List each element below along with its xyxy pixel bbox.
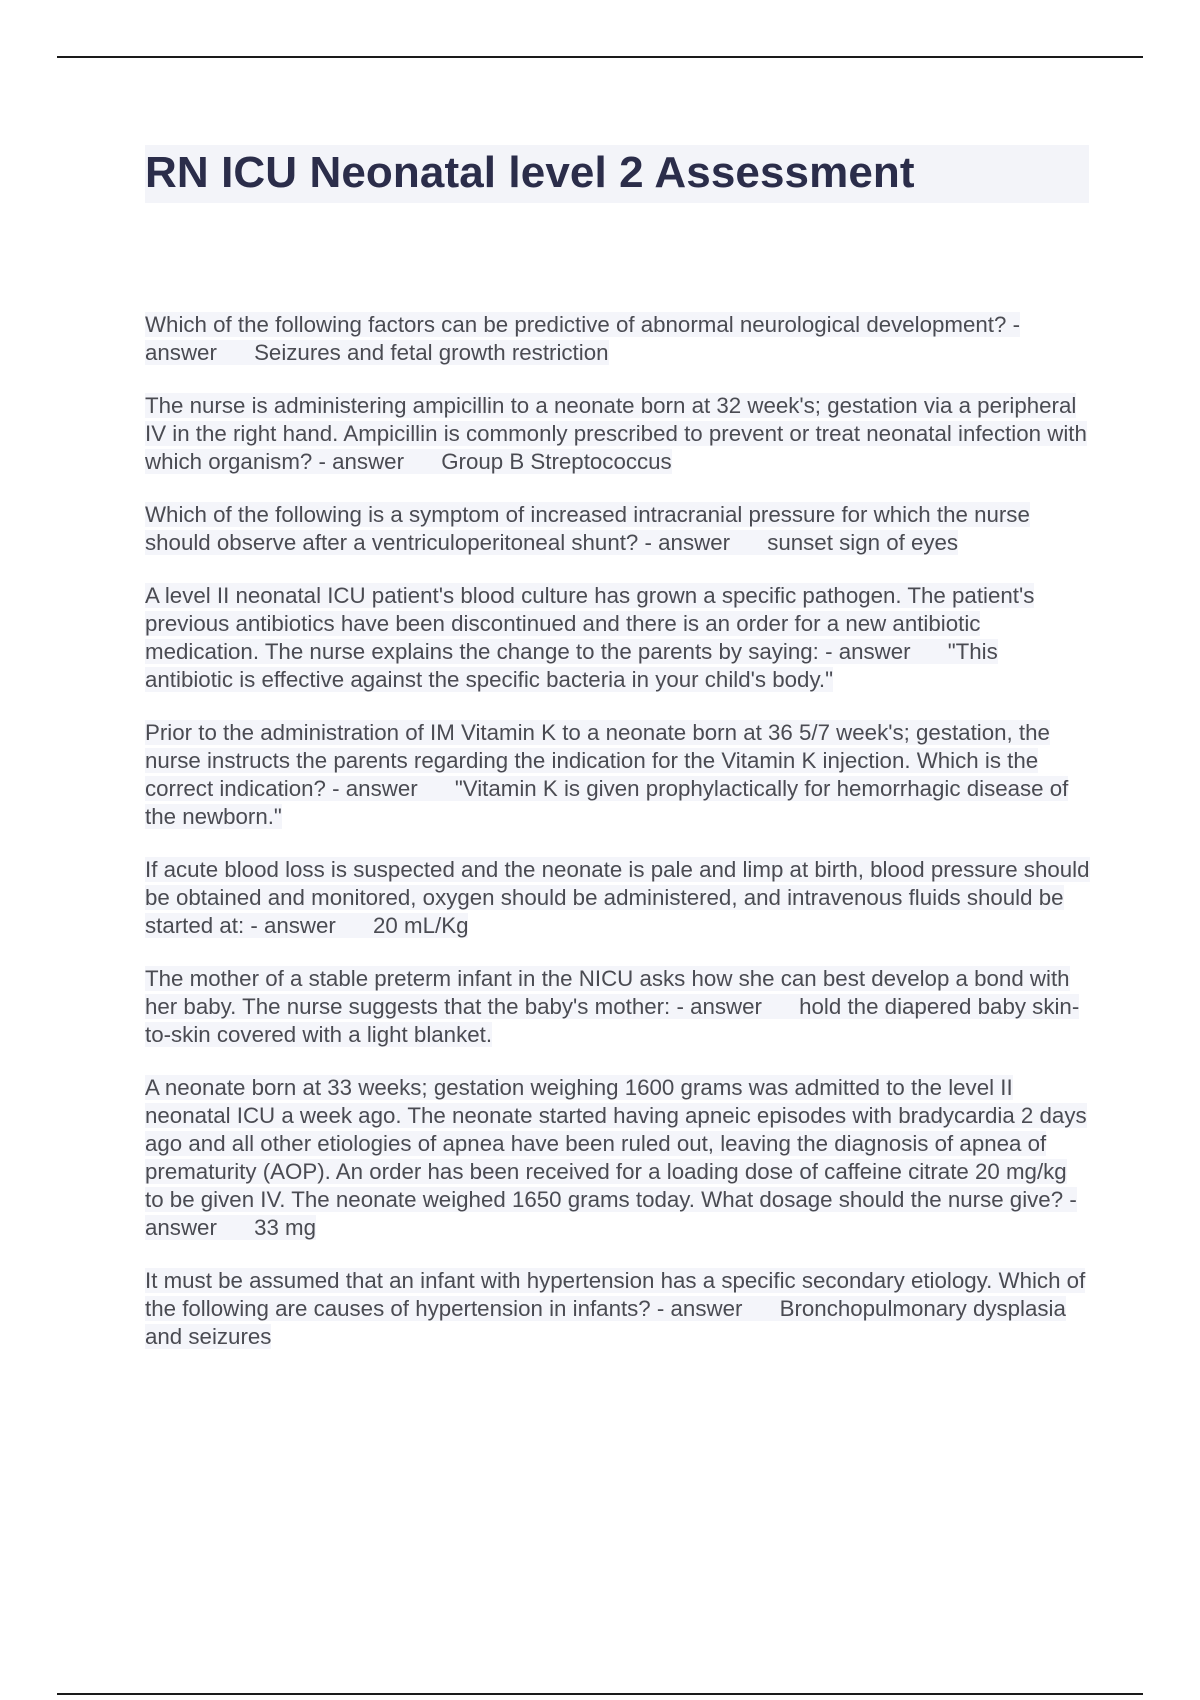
qa-item: [145, 856, 1090, 940]
qa-item-body: [145, 312, 1020, 365]
answer-text: hold the diapered baby skin-to-skin covered with a light blanket.: [145, 994, 1080, 1047]
question-text: A neonate born at 33 weeks; gestation weighing 1600 grams was admitted to the level II neonatal ICU a week ago. The neonate started having apneic episodes with bradycardia 2 days ago and all other etiologies of apnea have been ruled out, leaving the diagnosis of apnea of prematurity (AOP). An order has been received for a loading dose of caffeine citrate 20 mg/kg to be given IV. The neonate weighed 1650 grams today. What dosage should the nurse give?: [145, 1075, 1087, 1212]
answer-text: Bronchopulmonary dysplasia and seizures: [145, 1296, 1066, 1349]
answer-separator: - answer: [638, 530, 731, 555]
qa-item: [145, 311, 1090, 367]
question-text: It must be assumed that an infant with hypertension has a specific secondary etiology. Which of the following are causes of hypertension in infants?: [145, 1268, 1086, 1321]
answer-separator: - answer: [312, 449, 405, 474]
qa-item-body: [145, 583, 1034, 692]
answer-text: 20 mL/Kg: [373, 913, 469, 938]
answer-text: sunset sign of eyes: [767, 530, 959, 555]
question-text: The nurse is administering ampicillin to a neonate born at 32 week's; gestation via a peripheral IV in the right hand. Ampicillin is commonly prescribed to prevent or treat neonatal infection with which organism?: [145, 393, 1087, 474]
question-text: Prior to the administration of IM Vitamin K to a neonate born at 36 5/7 week's; gestation, the nurse instructs the parents regarding the indication for the Vitamin K injection. Which is the correct indication?: [145, 720, 1050, 801]
qa-item-body: [145, 1268, 1085, 1349]
answer-text: "This antibiotic is effective against the specific bacteria in your child's body.": [145, 639, 998, 692]
qa-item-body: [145, 502, 1030, 555]
answer-separator: - answer: [818, 639, 911, 664]
answer-separator: - answer: [650, 1296, 743, 1321]
qa-item: [145, 719, 1090, 831]
bottom-divider: [57, 1693, 1143, 1695]
question-text: A level II neonatal ICU patient's blood culture has grown a specific pathogen. The patient's previous antibiotics have been discontinued and there is an order for a new antibiotic medication. The nurse explains the change to the parents by saying:: [145, 583, 1035, 664]
question-text: The mother of a stable preterm infant in the NICU asks how she can best develop a bond with her baby. The nurse suggests that the baby's mother:: [145, 966, 1070, 1019]
answer-separator: - answer: [670, 994, 762, 1019]
qa-item: [145, 1074, 1090, 1242]
qa-item: [145, 1267, 1090, 1351]
qa-item-body: [145, 857, 1090, 938]
qa-item: [145, 582, 1090, 694]
top-divider: [57, 56, 1143, 58]
qa-item-body: [145, 966, 1079, 1047]
answer-separator: - answer: [244, 913, 336, 938]
qa-item-body: [145, 1075, 1087, 1240]
answer-separator: - answer: [145, 312, 1021, 365]
question-text: Which of the following factors can be predictive of abnormal neurological development?: [145, 312, 1007, 337]
answer-text: "Vitamin K is given prophylactically for hemorrhagic disease of the newborn.": [145, 776, 1069, 829]
question-answer-list: [145, 311, 1090, 1376]
answer-separator: - answer: [325, 776, 418, 801]
question-text: Which of the following is a symptom of increased intracranial pressure for which the nurse should observe after a ventriculoperitoneal shunt?: [145, 502, 1030, 555]
answer-text: 33 mg: [254, 1215, 317, 1240]
qa-item: [145, 501, 1090, 557]
qa-item: [145, 392, 1090, 476]
answer-text: Seizures and fetal growth restriction: [254, 340, 609, 365]
qa-item-body: [145, 720, 1068, 829]
answer-separator: - answer: [145, 1187, 1077, 1240]
page-title: RN ICU Neonatal level 2 Assessment: [145, 148, 915, 197]
qa-item: [145, 965, 1090, 1049]
qa-item-body: [145, 393, 1087, 474]
answer-text: Group B Streptococcus: [441, 449, 672, 474]
question-text: If acute blood loss is suspected and the neonate is pale and limp at birth, blood pressure should be obtained and monitored, oxygen should be administered, and intravenous fluids should be started at:: [145, 857, 1090, 938]
